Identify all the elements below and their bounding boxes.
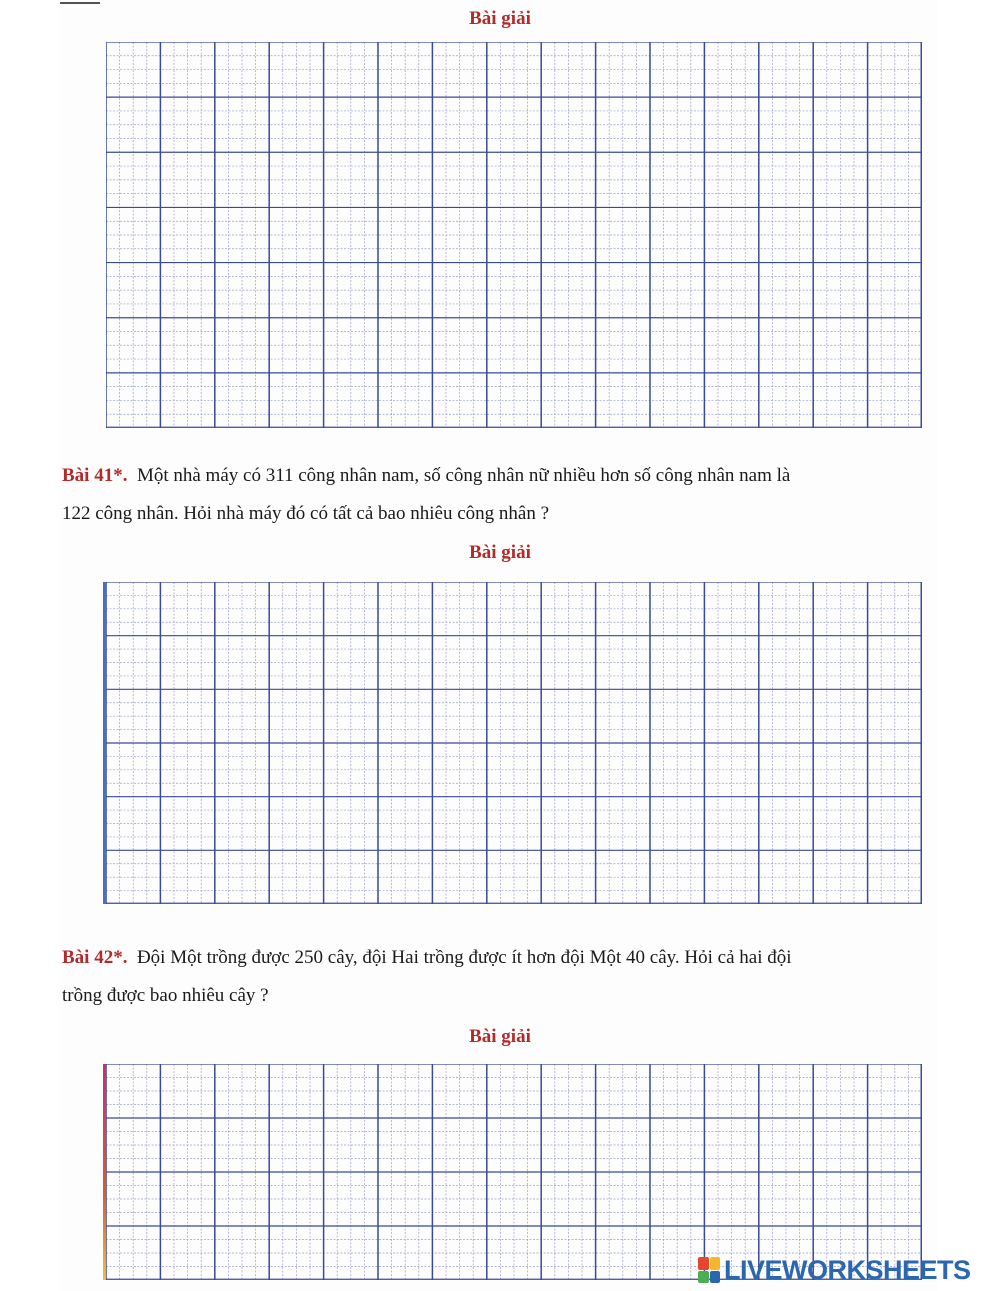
answer-grid-41[interactable] — [106, 582, 922, 904]
problem-42-label: Bài 42*. — [62, 947, 128, 968]
solution-heading-42: Bài giải — [469, 1026, 531, 1047]
grid-lines — [106, 42, 922, 428]
problem-41-text-line1: Một nhà máy có 311 công nhân nam, số công nhân nữ nhiều hơn số công nhân nam là — [136, 465, 791, 486]
answer-grid-1[interactable] — [106, 42, 922, 428]
problem-41 — [62, 457, 938, 533]
logo-text: LIVEWORKSHEETS — [724, 1254, 971, 1285]
grid-lines — [106, 1064, 922, 1280]
problem-41-text-line2: 122 công nhân. Hỏi nhà máy đó có tất cả bao nhiêu công nhân ? — [62, 503, 549, 524]
problem-42-text-line2: trồng được bao nhiêu cây ? — [62, 985, 269, 1006]
answer-grid-42[interactable] — [106, 1064, 922, 1280]
problem-41-label: Bài 41*. — [62, 465, 128, 486]
liveworksheets-logo-icon — [698, 1257, 720, 1283]
problem-42 — [62, 939, 938, 1015]
solution-heading-1: Bài giải — [469, 8, 531, 29]
top-rule — [60, 2, 100, 4]
problem-42-text-line1: Đội Một trồng được 250 cây, đội Hai trồng được ít hơn đội Một 40 cây. Hỏi cả hai đội — [136, 947, 792, 968]
liveworksheets-logo[interactable] — [698, 1255, 971, 1285]
solution-heading-41: Bài giải — [469, 542, 531, 563]
grid-lines — [106, 582, 922, 904]
